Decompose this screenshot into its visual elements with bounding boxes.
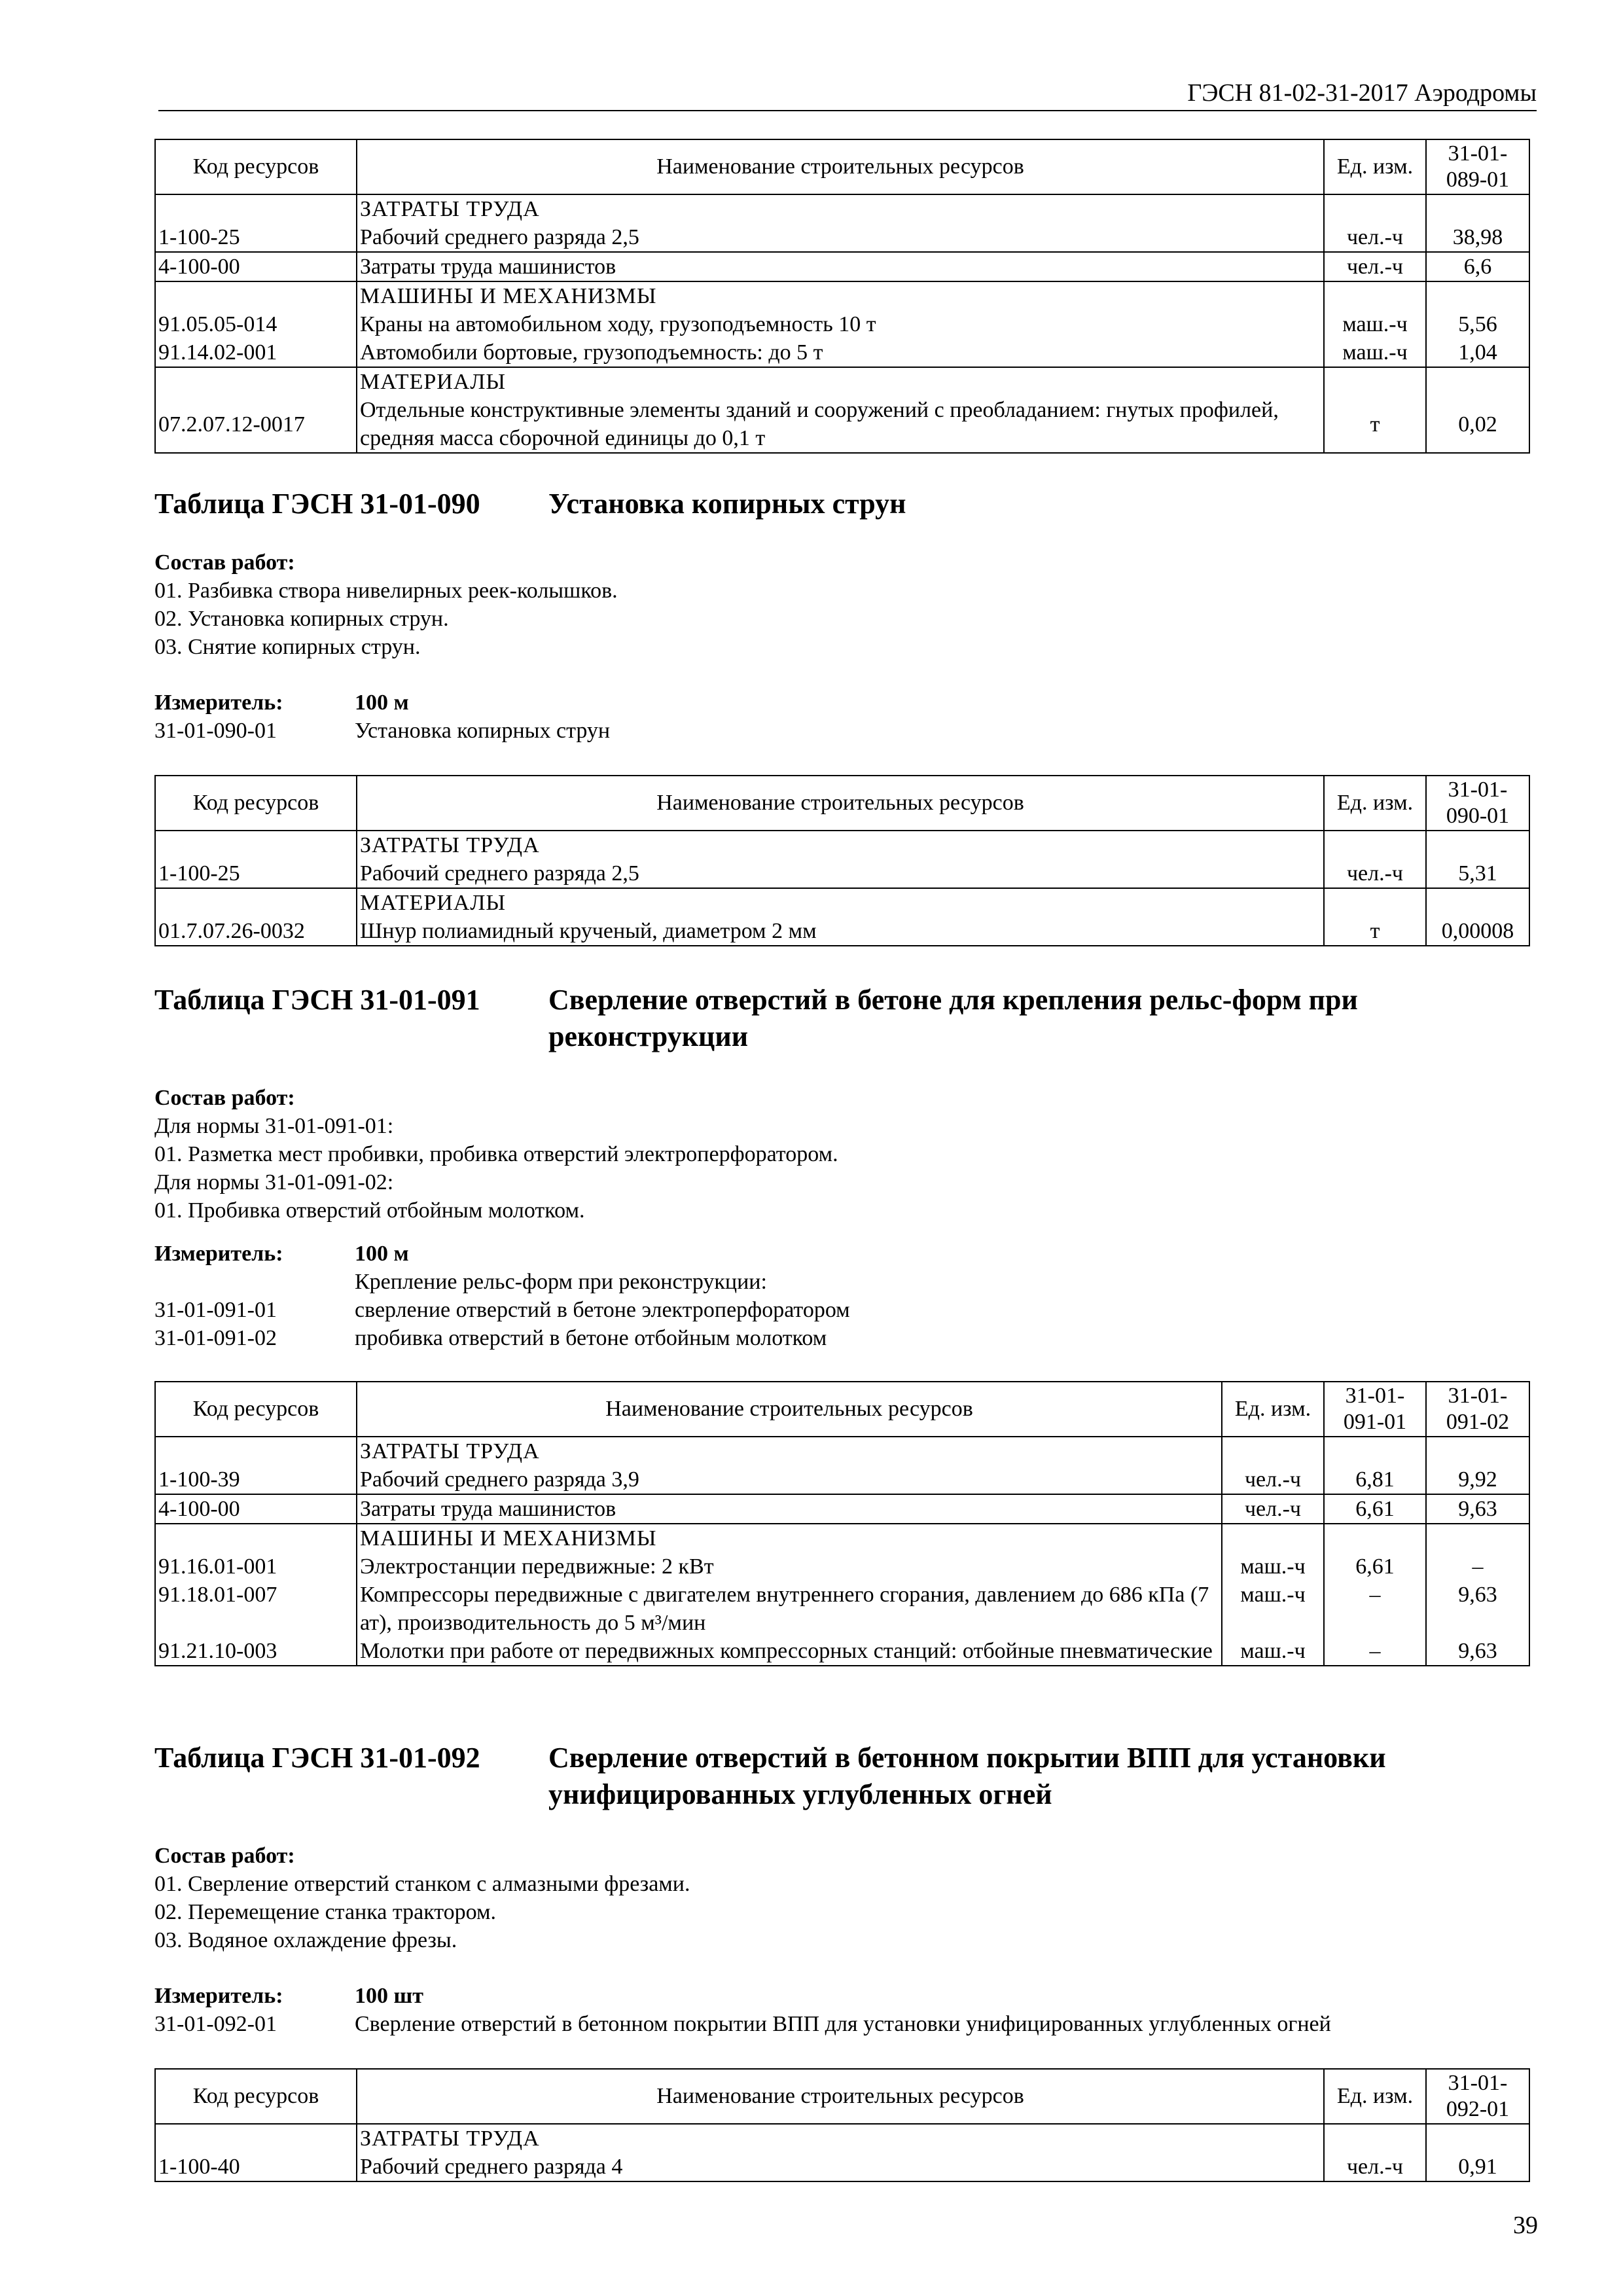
meter-090: Измеритель: 100 м 31-01-090-01 Установка копирных струн [154,691,611,743]
list-item: Для нормы 31-01-091-02: [154,1170,394,1194]
col-header-unit: Ед. изм. [1324,139,1426,194]
list-item: 01. Сверление отверстий станком с алмазными фрезами. [154,1872,690,1896]
group-row [155,194,1529,223]
table-row: 1-100-39 Рабочий среднего разряда 3,9 чел.-ч 6,81 9,92 [155,1465,1529,1494]
group-row: ЗАТРАТЫ ТРУДА [155,1437,1529,1465]
table-row: 1-100-25 Рабочий среднего разряда 2,5 чел.-ч 38,98 [155,223,1529,252]
resource-table-089 [154,139,1530,454]
col-header-norm: 31-01- 089-01 [1426,139,1529,194]
list-item: 01. Пробивка отверстий отбойным молотком. [154,1198,585,1223]
table-row: 91.21.10-003 Молотки при работе от передвижных компрессорных станций: отбойные пневматические маш.-ч – 9,63 [155,1637,1529,1666]
col-header-code: Код ресурсов [155,139,357,194]
list-item: 03. Водяное охлаждение фрезы. [154,1928,457,1952]
list-item: 01. Разметка мест пробивки, пробивка отверстий электроперфоратором. [154,1142,838,1166]
list-item: 02. Перемещение станка трактором. [154,1900,497,1924]
table-row: 07.2.07.12-0017 Отдельные конструктивные элементы зданий и сооружений с преобладанием: гнутых профилей, средняя масса сборочной единицы до 0,1 т т 0,02 [155,396,1529,453]
list-item: 02. Установка копирных струн. [154,607,449,631]
meter-092: Измеритель: 100 шт 31-01-092-01 Сверление отверстий в бетонном покрытии ВПП для установки унифицированных углубленных огней [154,1984,1331,2036]
table-row: 4-100-00 Затраты труда машинистов чел.-ч 6,61 9,63 [155,1494,1529,1524]
section-title-091: Таблица ГЭСН 31-01-091 Сверление отверстий в бетоне для крепления рельс-форм при реконструкции [154,984,1358,1052]
composition-090: Состав работ: 01. Разбивка створа нивелирных реек-колышков. 02. Установка копирных струн. 03. Снятие копирных струн. [154,548,618,661]
page-header [158,77,1537,111]
meter-091: Измеритель: 100 м Крепление рельс-форм при реконструкции: 31-01-091-01 сверление отверстий в бетоне электроперфоратором 31-01-091-02 пробивка отверстий в бетоне отбойным молотком [154,1242,850,1350]
list-item: 01. Разбивка створа нивелирных реек-колышков. [154,579,618,603]
document-title: ГЭСН 81-02-31-2017 Аэродромы [1187,79,1537,107]
group-title: ЗАТРАТЫ ТРУДА [357,194,1324,223]
page-number: 39 [1513,2212,1538,2239]
section-title-090: Таблица ГЭСН 31-01-090 Установка копирных струн [154,488,906,520]
composition-091: Состав работ: Для нормы 31-01-091-01: 01. Разметка мест пробивки, пробивка отверстий электроперфоратором. Для нормы 31-01-091-02: 01. Пробивка отверстий отбойным молотком. [154,1084,838,1225]
composition-092: Состав работ: 01. Сверление отверстий станком с алмазными фрезами. 02. Перемещение станка трактором. 03. Водяное охлаждение фрезы. [154,1842,690,1954]
group-row: ЗАТРАТЫ ТРУДА [155,831,1529,859]
table-row: 91.05.05-014 Краны на автомобильном ходу, грузоподъемность 10 т маш.-ч 5,56 [155,310,1529,338]
group-row: МАШИНЫ И МЕХАНИЗМЫ [155,1524,1529,1552]
table-row: 01.7.07.26-0032 Шнур полиамидный крученый, диаметром 2 мм т 0,00008 [155,917,1529,946]
table-row: 91.18.01-007 Компрессоры передвижные с двигателем внутреннего сгорания, давлением до 686 кПа (7 ат), производительность до 5 м³/мин маш.-ч – 9,63 [155,1581,1529,1637]
table-row: 1-100-25 Рабочий среднего разряда 2,5 чел.-ч 5,31 [155,859,1529,888]
section-title-092: Таблица ГЭСН 31-01-092 Сверление отверстий в бетонном покрытии ВПП для установки унифицированных углубленных огней [154,1742,1386,1810]
table-row: 91.14.02-001 Автомобили бортовые, грузоподъемность: до 5 т маш.-ч 1,04 [155,338,1529,367]
group-title: МАТЕРИАЛЫ [357,367,1324,396]
col-header-name: Наименование строительных ресурсов [357,139,1324,194]
list-item: 03. Снятие копирных струн. [154,635,421,659]
group-row [155,281,1529,310]
group-row: МАТЕРИАЛЫ [155,888,1529,917]
list-item: Для нормы 31-01-091-01: [154,1114,394,1138]
resource-table-090: Код ресурсов Наименование строительных ресурсов Ед. изм. 31-01- 090-01 ЗАТРАТЫ ТРУДА 1-100-25 Рабочий среднего разряда 2,5 чел.-ч 5,31 МАТЕРИАЛЫ 01.7.07.26-0032 Шнур полиамидный крученый, диаметром 2 мм т 0,00008 [154,775,1530,946]
resource-table-092: Код ресурсов Наименование строительных ресурсов Ед. изм. 31-01- 092-01 ЗАТРАТЫ ТРУДА 1-100-40 Рабочий среднего разряда 4 чел.-ч 0,91 [154,2068,1530,2182]
table-row: 1-100-40 Рабочий среднего разряда 4 чел.-ч 0,91 [155,2153,1529,2181]
resource-table-091: Код ресурсов Наименование строительных ресурсов Ед. изм. 31-01- 091-01 31-01- 091-02 ЗАТРАТЫ ТРУДА 1-100-39 Рабочий среднего разряда 3,9 чел.-ч 6,81 9,92 4-100-00 Затраты труда машинистов чел.-ч 6,61 9,63 МАШИНЫ И МЕХАНИЗМЫ 91.16.01-001 Электростанции передвижные: 2 кВт маш.-ч 6,61 – 91.18.01-007 Компрессоры передвижные с двигателем внутреннего сгорания, давлением до 686 кПа (7 ат), производительность до 5 м³/мин маш.-ч – 9,63 91.21.10-003 Молотки при работе от передвижных компрессорных станций: отбойные пневматические маш.-ч – 9,63 [154,1381,1530,1666]
group-row: ЗАТРАТЫ ТРУДА [155,2124,1529,2153]
table-row: 91.16.01-001 Электростанции передвижные: 2 кВт маш.-ч 6,61 – [155,1552,1529,1581]
table-row: 4-100-00 Затраты труда машинистов чел.-ч 6,6 [155,252,1529,281]
group-row [155,367,1529,396]
group-title: МАШИНЫ И МЕХАНИЗМЫ [357,281,1324,310]
